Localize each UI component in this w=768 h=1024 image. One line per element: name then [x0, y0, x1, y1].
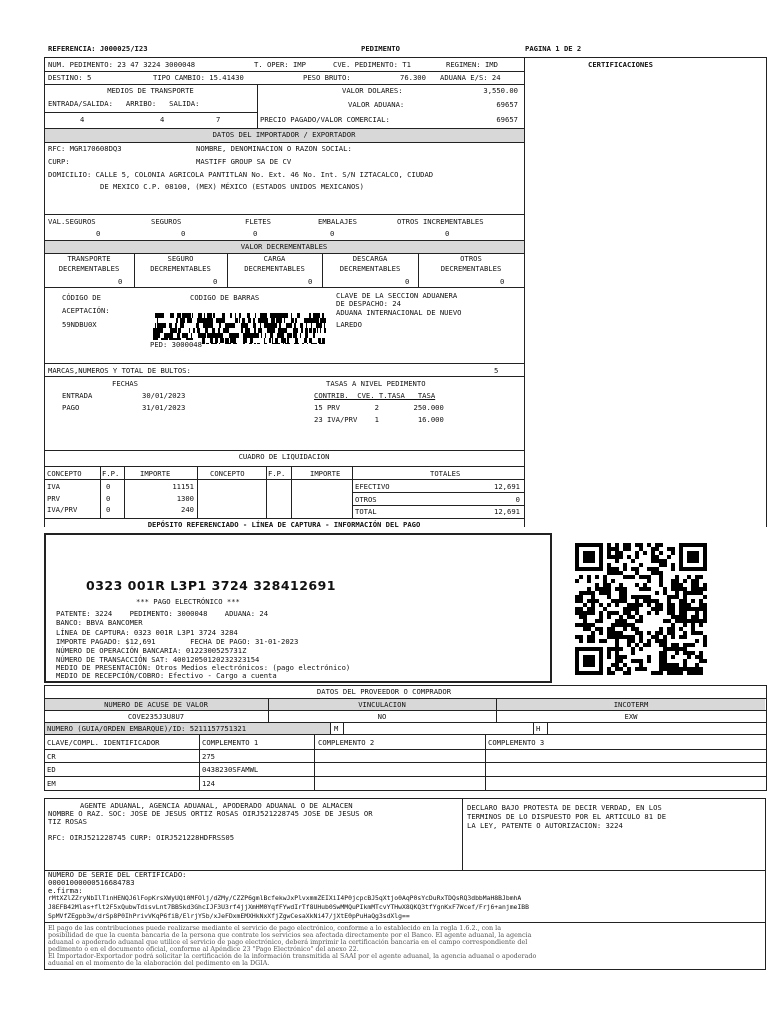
decr-top-1: SEGURO: [167, 254, 194, 263]
codigo-barras-label: CODIGO DE BARRAS: [190, 293, 260, 302]
fecha-pago: 31/01/2023: [142, 403, 186, 412]
precio-pagado-label: PRECIO PAGADO/VALOR COMERCIAL:: [260, 115, 390, 124]
deposito-medio-recepcion: MEDIO DE RECEPCIÓN/COBRO: Efectivo - Cargo a cuenta: [56, 671, 277, 680]
efirma-label: e.firma:: [48, 886, 83, 895]
acuse-valor-label: NUMERO DE ACUSE DE VALOR: [104, 700, 208, 709]
qr-code-icon: [573, 541, 709, 679]
marcas-label: MARCAS,NUMEROS Y TOTAL DE BULTOS:: [48, 366, 191, 375]
aduana-es: ADUANA E/S: 24: [440, 73, 501, 82]
serie-certificado-value: 00001000000516684783: [48, 878, 135, 887]
monto-big: 12691: [290, 578, 336, 593]
decr-value-4: 0: [500, 277, 505, 286]
deposito-num-operacion: NÚMERO DE OPERACIÓN BANCARIA: 0122300525731Z: [56, 646, 247, 655]
fechas-title: FECHAS: [112, 379, 138, 388]
deposito-num-transaccion: NÚMERO DE TRANSACCIÓN SAT: 40012050120232323154: [56, 655, 260, 664]
liq-h-concepto: CONCEPTO: [47, 469, 82, 478]
legal-line4: pedimento o en el documento oficial, conforme al Apéndice 23 "Pago Electrónico" del anexo 22.: [48, 945, 359, 953]
declaro-line3: LA LEY, PATENTE O AUTORIZACION: 3224: [467, 821, 623, 830]
decr-bot-3: DECREMENTABLES: [339, 264, 401, 273]
guia-label: NUMERO (GUIA/ORDEN EMBARQUE)/ID: 5211157751321: [47, 724, 247, 733]
liquidacion-title: CUADRO DE LIQUIDACION: [238, 452, 330, 461]
liq-efectivo-value: 12,691: [494, 482, 520, 491]
fecha-entrada: 30/01/2023: [142, 391, 186, 400]
clave-pedimento: CVE. PEDIMENTO: T1: [333, 60, 411, 69]
agente-title: AGENTE ADUANAL, AGENCIA ADUANAL, APODERADO ADUANAL O DE ALMACEN: [80, 801, 353, 810]
ident-row3-clave: EM: [47, 779, 56, 788]
ident-row3-comp1: 124: [202, 779, 215, 788]
decr-bot-1: DECREMENTABLES: [150, 264, 211, 273]
aduana-name-line2: LAREDO: [336, 320, 362, 329]
liq-total-label: TOTAL: [355, 507, 377, 516]
pedimento-title: PEDIMENTO: [361, 44, 400, 53]
vinculacion-value: NO: [377, 712, 387, 721]
domicilio-line2: DE MEXICO C.P. 08100, (MEX) MÉXICO (ESTADOS UNIDOS MEXICANOS): [100, 182, 364, 191]
legal-line3: aduanal o apoderado aduanal que utilice el servicio de pago electrónico, deberá imprimir la certificación bancaria en el campo correspondiente del: [48, 938, 528, 946]
tasas-row-1: 15 PRV 2 250.000: [314, 403, 444, 412]
deposito-banco: BANCO: BBVA BANCOMER: [56, 618, 143, 627]
deposito-title: DEPÓSITO REFERENCIADO - LÍNEA DE CAPTURA - INFORMACIÓN DEL PAGO: [147, 520, 421, 529]
agente-nombre-line2: TIZ ROSAS: [48, 817, 87, 826]
incr-value-1: 0: [181, 229, 186, 238]
legal-line1: El pago de las contribuciones puede realizarse mediante el servicio de pago electrónico, conforme a lo establecido en la regla 1.6.2., con la: [48, 924, 502, 932]
barcode-image: [136, 304, 326, 344]
codigo-aceptacion-label1: CÓDIGO DE: [62, 293, 101, 302]
incr-value-4: 0: [445, 229, 450, 238]
incr-label-0: VAL.SEGUROS: [48, 217, 96, 226]
regimen: REGIMEN: IMD: [446, 60, 498, 69]
declaro-line2: TERMINOS DE LO DISPUESTO POR EL ARTICULO 81 DE: [467, 812, 667, 821]
legal-line2: posibilidad de que la cuenta bancaria de la persona que contrate los servicios sea afectada directamente por el Banco. El agente aduanal, la agencia: [48, 931, 532, 939]
proveedor-title: DATOS DEL PROVEEDOR O COMPRADOR: [316, 687, 452, 696]
clave-seccion-line2: DE DESPACHO: 24: [336, 299, 401, 308]
ident-row1-comp1: 275: [202, 752, 215, 761]
incoterm-value: EXW: [624, 712, 638, 721]
agente-nombre-line1: NOMBRE O RAZ. SOC: JOSE DE JESUS ORTIZ ROSAS OIRJ521228745 JOSE DE JESUS OR: [48, 809, 373, 818]
ident-h-clave: CLAVE/COMPL. IDENTIFICADOR: [47, 738, 160, 747]
linea-captura-big: 0323 001R L3P1 3724 3284: [86, 578, 291, 593]
valor-dolares-label: VALOR DOLARES:: [342, 86, 403, 95]
referencia: REFERENCIA: J000025/I23: [48, 44, 148, 53]
ident-row2-comp1: 0438230SFAMWL: [202, 765, 259, 774]
precio-pagado-value: 69657: [496, 115, 518, 124]
peso-bruto-label: PESO BRUTO:: [303, 73, 351, 82]
ident-row1-clave: CR: [47, 752, 56, 761]
nombre-label: NOMBRE, DENOMINACION O RAZON SOCIAL:: [196, 144, 352, 153]
liq-h-importe: IMPORTE: [140, 469, 171, 478]
transporte-salida: 7: [216, 115, 221, 124]
liq-total-value: 12,691: [494, 507, 520, 516]
liq-row2-importe: 1300: [176, 494, 194, 503]
liq-row3-concepto: IVA/PRV: [47, 505, 78, 514]
legal-line5: El Importador-Exportador podrá solicitar la certificación de la información transmitida al SAAI por el agente aduanal, la agencia aduanal o apoderado: [48, 952, 537, 960]
nombre-importador: MASTIFF GROUP SA DE CV: [196, 157, 292, 166]
liq-otros-label: OTROS: [355, 495, 377, 504]
incr-label-3: EMBALAJES: [318, 217, 357, 226]
deposito-linea-captura: LÍNEA DE CAPTURA: 0323 001R L3P1 3724 3284: [56, 628, 238, 637]
valor-aduana-value: 69657: [496, 100, 518, 109]
fecha-pago-label: PAGO: [62, 403, 80, 412]
transporte-arribo: 4: [160, 115, 165, 124]
transporte-columns: ENTRADA/SALIDA: ARRIBO: SALIDA:: [48, 99, 200, 108]
efirma-line3: SpMVfZEgpb3w/drSp8P0IhPrivVKqP6fiB/ElrjY5b/xJeFDxmEMXHkNxXfjZgwCesaXkNi47/jXtE0pPuHaQg3sdXlg==: [48, 912, 410, 920]
guia-m: M: [334, 724, 339, 733]
acuse-valor-value: COVE235J3U8U7: [127, 712, 185, 721]
decr-value-0: 0: [118, 277, 123, 286]
incr-value-3: 0: [330, 229, 335, 238]
peso-bruto-value: 76.300: [400, 73, 426, 82]
ident-row2-clave: ED: [47, 765, 56, 774]
marcas-value: 5: [494, 366, 499, 375]
transporte-entrada: 4: [80, 115, 85, 124]
liq-h-totales: TOTALES: [430, 469, 461, 478]
page-number: PAGINA 1 DE 2: [525, 44, 582, 53]
decr-top-4: OTROS: [460, 254, 482, 263]
legal-line6: aduanal en el momento de la elaboración del pedimento en la DGIA.: [48, 959, 270, 967]
liq-h-fp2: F.P.: [268, 469, 286, 478]
pago-electronico-label: *** PAGO ELECTRÓNICO ***: [136, 597, 240, 606]
incr-label-4: OTROS INCREMENTABLES: [397, 217, 484, 226]
ident-h-comp1: COMPLEMENTO 1: [202, 738, 259, 747]
codigo-aceptacion-label2: ACEPTACIÓN:: [62, 306, 110, 315]
tasas-title: TASAS A NIVEL PEDIMENTO: [326, 379, 426, 388]
liq-row3-fp: 0: [106, 505, 111, 514]
aduana-name-line1: ADUANA INTERNACIONAL DE NUEVO: [336, 308, 462, 317]
valor-dolares-value: 3,550.00: [483, 86, 518, 95]
liq-row1-fp: 0: [106, 482, 111, 491]
ident-h-comp2: COMPLEMENTO 2: [318, 738, 375, 747]
serie-certificado-label: NUMERO DE SERIE DEL CERTIFICADO:: [48, 870, 187, 879]
clave-seccion-line1: CLAVE DE LA SECCION ADUANERA: [336, 291, 458, 300]
liq-row3-importe: 240: [181, 505, 194, 514]
efirma-line2: J8EFB42Mlas+flt2F5xQubwTdisvLnt7BB5kd3GhcIJF3U3rf4jjXmHM0YqfFYwdIrTf8UHub0SwMMQuPIkmMTcvYTHwX8QKQ3tfYgnKxF7Wcef/Frj6+anjmeIBB: [48, 903, 529, 911]
destino: DESTINO: 5: [48, 73, 92, 82]
tasas-header: CONTRIB. CVE. T.TASA TASA: [314, 391, 436, 400]
liq-row1-importe: 11151: [172, 482, 194, 491]
qr-code: [556, 532, 692, 670]
decr-bot-4: DECREMENTABLES: [440, 264, 502, 273]
liq-row2-fp: 0: [106, 494, 111, 503]
liq-otros-value: 0: [515, 495, 520, 504]
liq-h-concepto2: CONCEPTO: [210, 469, 245, 478]
fecha-entrada-label: ENTRADA: [62, 391, 93, 400]
decr-top-2: CARGA: [263, 254, 286, 263]
ident-h-comp3: COMPLEMENTO 3: [488, 738, 545, 747]
incr-value-0: 0: [96, 229, 101, 238]
decr-top-3: DESCARGA: [352, 254, 388, 263]
agente-rfc-curp: RFC: OIRJ521228745 CURP: OIRJ521228HDFRSS05: [48, 833, 235, 842]
liq-row2-concepto: PRV: [47, 494, 60, 503]
decr-top-0: TRANSPORTE: [67, 254, 111, 263]
rfc-importador: RFC: MGR170608DQ3: [48, 144, 122, 153]
declaro-line1: DECLARO BAJO PROTESTA DE DECIR VERDAD, EN LOS: [467, 803, 662, 812]
vinculacion-label: VINCULACION: [358, 700, 406, 709]
certificaciones-title: CERTIFICACIONES: [588, 60, 653, 69]
incoterm-label: INCOTERM: [613, 700, 649, 709]
liq-h-importe2: IMPORTE: [310, 469, 341, 478]
barcode-text: PED: 3000048: [150, 340, 202, 349]
decr-value-1: 0: [213, 277, 218, 286]
domicilio-line1: DOMICILIO: CALLE 5, COLONIA AGRICOLA PANTITLAN No. Ext. 46 No. Int. S/N IZTACALCO, CIUDAD: [48, 170, 434, 179]
guia-h: H: [536, 724, 541, 733]
curp-importador: CURP:: [48, 157, 70, 166]
num-pedimento: NUM. PEDIMENTO: 23 47 3224 3000048: [48, 60, 196, 69]
incr-label-2: FLETES: [245, 217, 271, 226]
valor-aduana-label: VALOR ADUANA:: [348, 100, 405, 109]
decrementables-title: VALOR DECREMENTABLES: [240, 242, 328, 251]
tipo-cambio: TIPO CAMBIO: 15.41430: [153, 73, 244, 82]
decr-bot-2: DECREMENTABLES: [244, 264, 305, 273]
incr-value-2: 0: [253, 229, 258, 238]
deposito-patente: PATENTE: 3224 PEDIMENTO: 3000048 ADUANA: 24: [56, 609, 269, 618]
tipo-operacion: T. OPER: IMP: [254, 60, 306, 69]
incr-label-1: SEGUROS: [151, 217, 182, 226]
liq-h-fp: F.P.: [102, 469, 120, 478]
deposito-importe-pagado: IMPORTE PAGADO: $12,691 FECHA DE PAGO: 31-01-2023: [56, 637, 299, 646]
importador-title: DATOS DEL IMPORTADOR / EXPORTADOR: [212, 130, 356, 139]
efirma-line1: rMtXZlZZryNbIlTinHENQJ6lFopKrsXWyUQi0MFOlj/dZMy/CZZP6gmlBcfekwJxPlvxmmZEIXiI4P0jcpcBJ5qXtjo0AqP0sYcDuRxTDQsRQ3dbbMaH8BJbmhA: [48, 894, 522, 902]
liq-efectivo-label: EFECTIVO: [355, 482, 390, 491]
liq-row1-concepto: IVA: [47, 482, 60, 491]
codigo-aceptacion-value: 59NDBU0X: [62, 320, 97, 329]
decr-value-3: 0: [405, 277, 410, 286]
decr-value-2: 0: [308, 277, 313, 286]
deposito-medio-presentacion: MEDIO DE PRESENTACIÓN: Otros Medios electrónicos: (pago electrónico): [56, 663, 351, 672]
decr-bot-0: DECREMENTABLES: [58, 264, 120, 273]
medios-transporte-title: MEDIOS DE TRANSPORTE: [107, 86, 194, 95]
tasas-row-2: 23 IVA/PRV 1 16.000: [314, 415, 444, 424]
